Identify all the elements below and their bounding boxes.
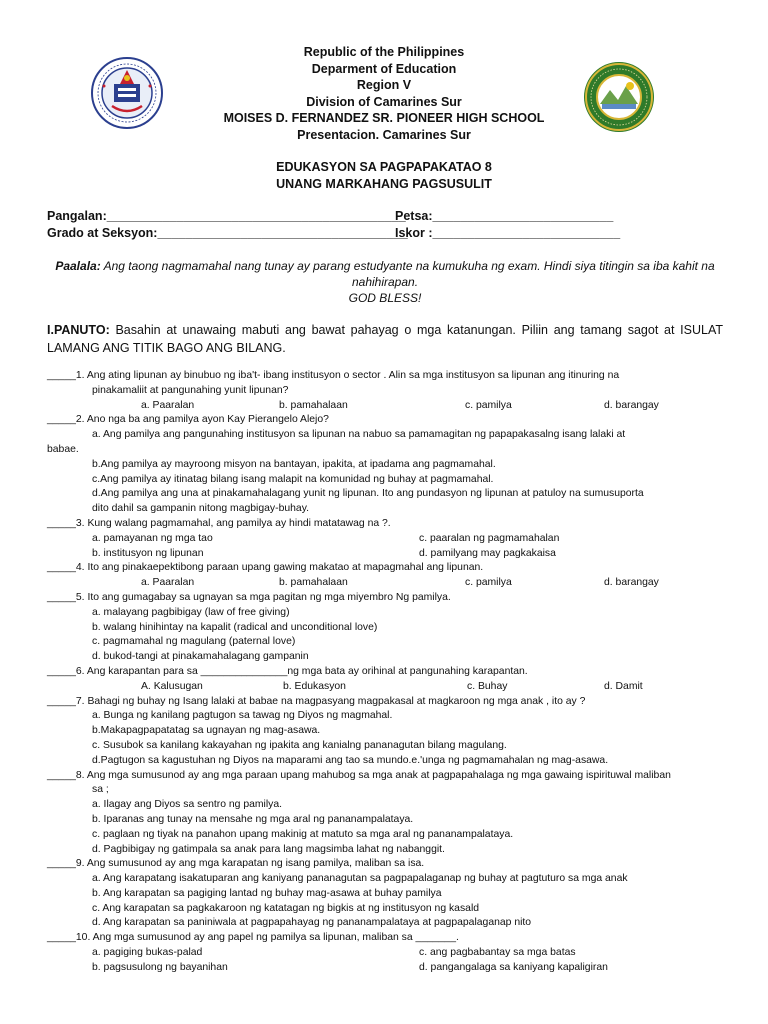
question-6: _____6. Ang karapantan para sa _______________ng mga bata ay orihinal at pangunahing karapantan. xyxy=(47,665,528,677)
question-1: _____1. Ang ating lipunan ay binubuo ng iba't- ibang institusyon o sector . Alin sa mga institusyon sa lipunan ang itinuring na xyxy=(47,370,620,381)
q2-option-b: b.Ang pamilya ay mayroong misyon na bantayan, ipakita, at ipadama ang pagmamahal. xyxy=(92,458,496,470)
q4-option-b: b. pamahalaan xyxy=(279,577,348,589)
q3-option-c: c. paaralan ng pagmamahalan xyxy=(419,532,560,544)
grade-section-field[interactable]: Grado at Seksyon:____________________________________ xyxy=(47,226,408,240)
reminder-note xyxy=(40,258,730,306)
question-list xyxy=(47,369,737,976)
q8-option-c: c. paglaan ng tiyak na panahon upang makinig at matuto sa mga aral ng pananampalataya. xyxy=(92,828,514,840)
question-5: _____5. Ito ang gumagabay sa ugnayan sa mga pagitan ng mga miyembro Ng pamilya. xyxy=(47,591,451,603)
q7-option-d: d.Pagtugon sa kagustuhan ng Diyos na maparami ang tao sa mundo.e.'unga ng pagmamahalan ng mag-asawa. xyxy=(92,754,609,766)
blessing-text: GOD BLESS! xyxy=(348,291,422,305)
q2-option-d-cont: dito dahil sa gampanin nitong magbigay-buhay. xyxy=(92,503,310,515)
header-line-region: Region V xyxy=(356,78,412,92)
question-3: _____3. Kung walang pagmamahal, ang pamilya ay hindi matatawag na ?. xyxy=(47,517,391,529)
q9-option-b: b. Ang karapatan sa pagiging lantad ng buhay mag-asawa at buhay pamilya xyxy=(92,887,442,899)
q4-option-a: a. Paaralan xyxy=(141,577,195,589)
question-6-options xyxy=(47,680,737,695)
score-field[interactable]: Iskor :___________________________ xyxy=(395,226,621,240)
q2-option-a: a. Ang pamilya ang pangunahing institusyon sa lipunan na nabuo sa pamamagitan ng papapakasalng isang lalaki at xyxy=(92,429,626,441)
student-info-fields xyxy=(47,208,687,242)
subject-title: EDUKASYON SA PAGPAPAKATAO 8 xyxy=(276,160,492,174)
question-10-options-row1 xyxy=(47,946,737,961)
question-4-options xyxy=(47,576,737,591)
q10-option-d: d. pangangalaga sa kaniyang kapaligiran xyxy=(419,961,608,973)
q10-option-a: a. pagiging bukas-palad xyxy=(92,947,203,959)
exam-type-title: UNANG MARKAHANG PAGSUSULIT xyxy=(276,177,492,191)
q6-option-a: A. Kalusugan xyxy=(141,680,203,692)
reminder-text: Ang taong nagmamahal nang tunay ay parang estudyante na kumukuha ng exam. Hindi siya titingin sa iba kahit na nahihirapan. xyxy=(100,259,715,289)
instructions-text: Basahin at unawaing mabuti ang bawat pahayag o mga katanungan. Piliin ang tamang sagot at ISULAT LAMANG ANG TITIK BAGO ANG BILANG. xyxy=(47,323,723,355)
q5-option-c: c. pagmamahal ng magulang (paternal love) xyxy=(92,636,296,648)
q1-option-c: c. pamilya xyxy=(465,399,512,411)
question-1-cont: pinakamaliit at pangunahing yunit lipunan? xyxy=(92,384,289,396)
q3-option-d: d. pamilyang may pagkakaisa xyxy=(419,547,556,559)
q5-option-a: a. malayang pagbibigay (law of free giving) xyxy=(92,606,290,618)
q8-option-a: a. Ilagay ang Diyos sa sentro ng pamilya. xyxy=(92,799,283,811)
q6-option-c: c. Buhay xyxy=(467,680,508,692)
q6-option-b: b. Edukasyon xyxy=(283,680,346,692)
q4-option-c: c. pamilya xyxy=(465,577,512,589)
name-field[interactable]: Pangalan:___________________________________________ xyxy=(47,209,406,223)
instructions-label: I.PANUTO: xyxy=(47,323,110,337)
question-7: _____7. Bahagi ng buhay ng Isang lalaki at babae na magpasyang magpakasal at magkaroon ng mga anak , ito ay ? xyxy=(47,695,586,707)
q10-option-c: c. ang pagbabantay sa mga batas xyxy=(419,947,576,959)
question-8: _____8. Ang mga sumusunod ay ang mga paraan upang mahubog sa mga anak at pagpapahalaga ng mga gawaing ispirituwal maliban xyxy=(47,769,671,781)
q2-option-c: c.Ang pamilya ay itinatag bilang isang malapit na komunidad ng buhay at pagmamahal. xyxy=(92,473,494,485)
q3-option-b: b. institusyon ng lipunan xyxy=(92,547,204,559)
field-row-2 xyxy=(47,225,687,242)
header-line-republic: Republic of the Philippines xyxy=(303,45,465,59)
q1-option-d: d. barangay xyxy=(604,399,659,411)
field-row-1 xyxy=(47,208,687,225)
question-10-options-row2 xyxy=(47,961,737,976)
date-field[interactable]: Petsa:__________________________ xyxy=(395,209,614,223)
q5-option-d: d. bukod-tangi at pinakamahalagang gampanin xyxy=(92,651,309,663)
q4-option-d: d. barangay xyxy=(604,577,659,589)
q2-option-d: d.Ang pamilya ang una at pinakamahalagang yunit ng lipunan. Ito ang pundasyon ng lipunan at patuloy na sumusuporta xyxy=(92,488,644,500)
q5-option-b: b. walang hinihintay na kapalit (radical and unconditional love) xyxy=(92,621,378,633)
q3-option-a: a. pamayanan ng mga tao xyxy=(92,532,213,544)
question-9: _____9. Ang sumusunod ay ang mga karapatan ng isang pamilya, maliban sa isa. xyxy=(47,858,425,870)
q8-option-d: d. Pagbibigay ng gatimpala sa anak para lang magsimba lahat ng nabanggit. xyxy=(92,843,445,855)
instructions xyxy=(47,321,723,357)
q1-option-a: a. Paaralan xyxy=(141,399,195,411)
q8-option-b: b. Iparanas ang tunay na mensahe ng mga aral ng pananampalataya. xyxy=(92,813,414,825)
q6-option-d: d. Damit xyxy=(604,680,643,692)
question-8-cont: sa ; xyxy=(92,784,109,796)
exam-title xyxy=(0,159,768,193)
q1-option-b: b. pamahalaan xyxy=(279,399,348,411)
question-4: _____4. Ito ang pinakaepektibong paraan upang gawing makatao at mapagmahal ang lipunan. xyxy=(47,562,484,574)
question-10: _____10. Ang mga sumusunod ay ang papel ng pamilya sa lipunan, maliban sa _______. xyxy=(47,932,459,944)
question-3-options-row2 xyxy=(47,547,737,562)
q7-option-c: c. Susubok sa kanilang kakayahan ng ipakita ang kanialng pananagutan bilang magulang. xyxy=(92,739,507,751)
q2-option-a-cont: babae. xyxy=(47,443,79,455)
question-2: _____2. Ano nga ba ang pamilya ayon Kay Pierangelo Alejo? xyxy=(47,414,329,426)
question-1-options xyxy=(47,399,737,414)
question-3-options-row1 xyxy=(47,532,737,547)
header-line-school: MOISES D. FERNANDEZ SR. PIONEER HIGH SCHOOL xyxy=(223,111,545,125)
q7-option-a: a. Bunga ng kanilang pagtugon sa tawag ng Diyos ng magmahal. xyxy=(92,710,393,722)
header-line-department: Deparment of Education xyxy=(311,61,457,76)
q7-option-b: b.Makapagpapatatag sa ugnayan ng mag-asawa. xyxy=(92,725,321,737)
q9-option-d: d. Ang karapatan sa paniniwala at pagpapahayag ng pananampalataya at pagpapalaganap nito xyxy=(92,917,532,929)
q9-option-c: c. Ang karapatan sa pagkakaroon ng katatagan ng bigkis at ng institusyon ng kasald xyxy=(92,902,480,914)
header-line-address: Presentacion. Camarines Sur xyxy=(297,127,471,142)
q9-option-a: a. Ang karapatang isakatuparan ang kaniyang pananagutan sa pagpapalaganap ng buhay at pagtuturo sa mga anak xyxy=(92,873,628,885)
school-header xyxy=(0,44,768,143)
q10-option-b: b. pagsusulong ng bayanihan xyxy=(92,961,228,973)
header-line-division: Division of Camarines Sur xyxy=(306,94,462,109)
reminder-label: Paalala: xyxy=(55,259,101,273)
